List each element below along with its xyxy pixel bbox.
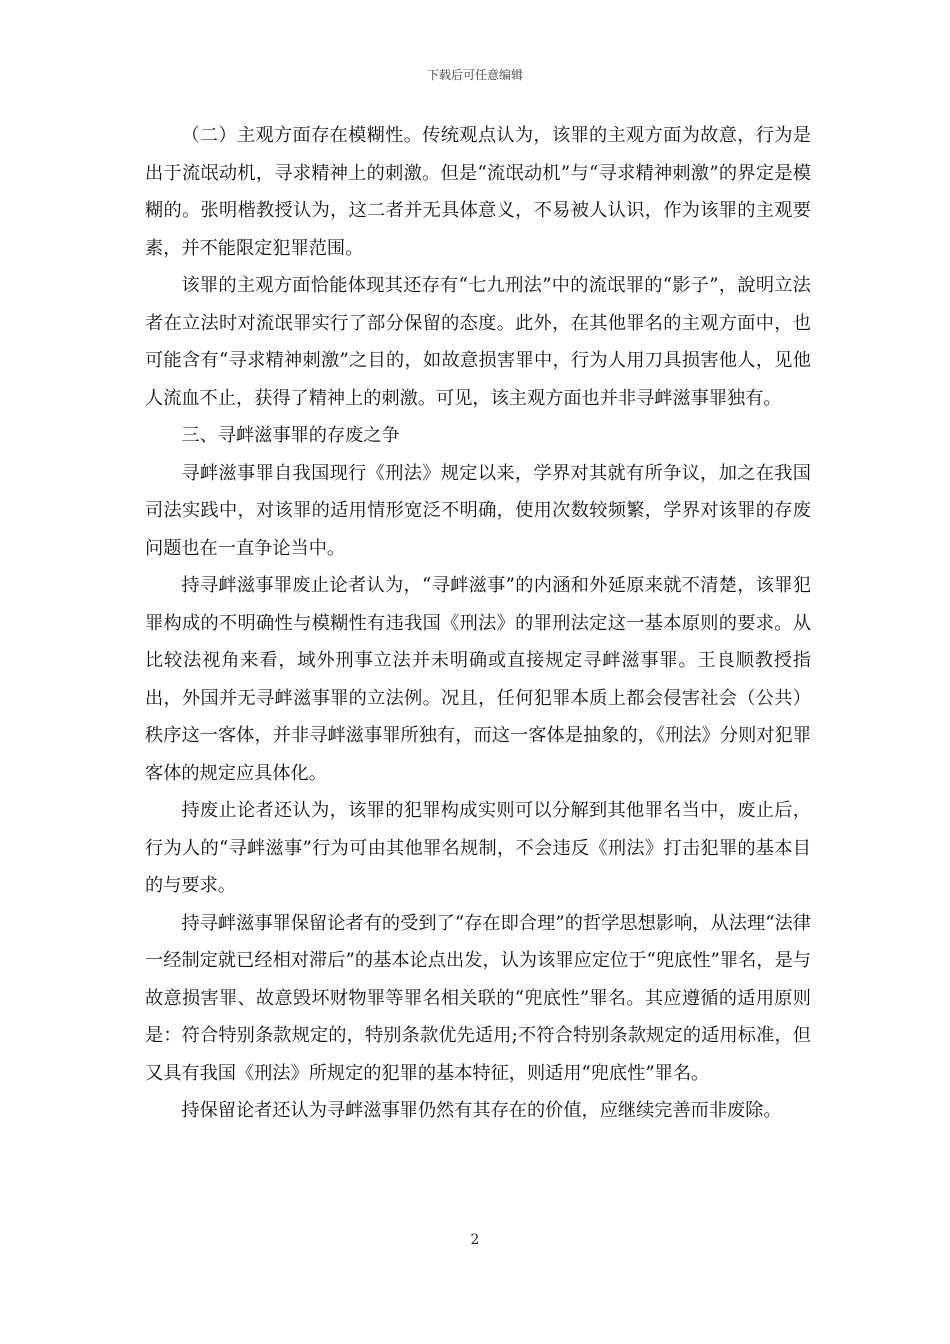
document-body <box>145 117 811 1130</box>
paragraph-retention-view-2: 持保留论者还认为寻衅滋事罪仍然有其存在的价值，应继续完善而非废除。 <box>181 1100 782 1121</box>
paragraph-hooliganism-shadow: 该罪的主观方面恰能体现其还存有“七九刑法”中的流氓罪的“影子”，說明立法者在立法时对流氓罪实行了部分保留的态度。此外，在其他罪名的主观方面中，也可能含有“寻求精神刺激”之目的，如故意损害罪中，行为人用刀具损害他人，见他人流血不止，获得了精神上的刺激。可见，该主观方面也并非寻衅滋事罪独有。 <box>145 275 811 409</box>
paragraph-subjective-ambiguity: （二）主观方面存在模糊性。传统观点认为，该罪的主观方面为故意，行为是出于流氓动机，寻求精神上的刺激。但是“流氓动机”与“寻求精神刺激”的界定是模糊的。张明楷教授认为，这二者并无具体意义，不易被人认识，作为该罪的主观要素，并不能限定犯罪范围。 <box>145 125 811 259</box>
paragraph-retention-view: 持寻衅滋事罪保留论者有的受到了“存在即合理”的哲学思想影响，从法理“法律一经制定就已经相对滞后”的基本论点出发，认为该罪应定位于“兜底性”罪名，是与故意损害罪、故意毁坏财物罪等罪名相关联的“兜底性”罪名。其应遵循的适用原则是：符合特别条款规定的，特别条款优先适用;不符合特别条款规定的适用标准，但又具有我国《刑法》所规定的犯罪的基本特征，则适用“兜底性”罪名。 <box>145 912 811 1084</box>
section-heading: 三、寻衅滋事罪的存废之争 <box>181 425 400 446</box>
page-number: 2 <box>470 1232 480 1248</box>
paragraph-controversy-intro: 寻衅滋事罪自我国现行《刑法》规定以来，学界对其就有所争议，加之在我国司法实践中，对该罪的适用情形宽泛不明确，使用次数较频繁，学界对该罪的存废问题也在一直争论当中。 <box>145 462 811 559</box>
paragraph-abolition-view-2: 持废止论者还认为，该罪的犯罪构成实则可以分解到其他罪名当中，废止后，行为人的“寻衅滋事”行为可由其他罪名规制，不会违反《刑法》打击犯罪的基本目的与要求。 <box>145 800 811 896</box>
paragraph-abolition-view: 持寻衅滋事罪废止论者认为，“寻衅滋事”的内涵和外延原来就不清楚，该罪犯罪构成的不明确性与模糊性有违我国《刑法》的罪刑法定这一基本原则的要求。从比较法视角来看，域外刑事立法并未明确或直接规定寻衅滋事罪。王良顺教授指出，外国并无寻衅滋事罪的立法例。况且，任何犯罪本质上都会侵害社会（公共）秩序这一客体，并非寻衅滋事罪所独有，而这一客体是抽象的，《刑法》分则对犯罪客体的规定应具体化。 <box>145 575 811 784</box>
page-header: 下载后可任意编辑 <box>426 68 523 82</box>
